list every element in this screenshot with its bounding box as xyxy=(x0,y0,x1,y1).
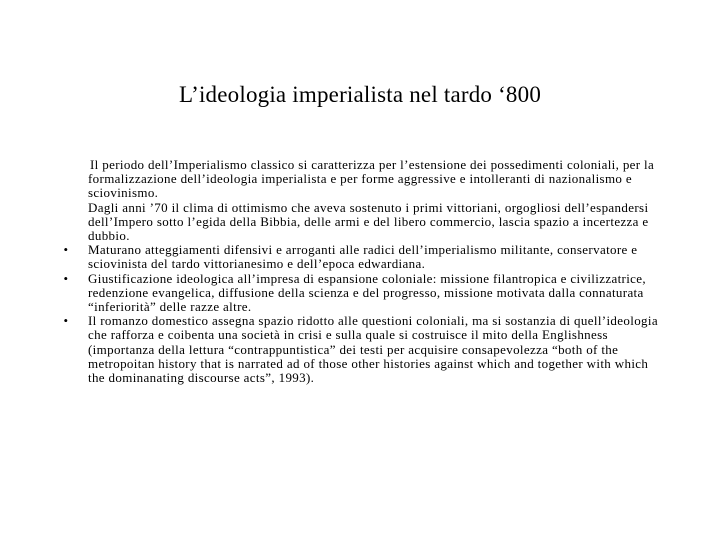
bullet-marker: • xyxy=(63,242,69,258)
paragraph-romanzo xyxy=(63,313,668,386)
paragraph-intro xyxy=(88,158,668,201)
paragraph-text: Giustificazione ideologica all’impresa di espansione coloniale: missione filantropica e civilizzatrice, redenzione evangelica, diffusione della scienza e del progresso, missione motivata dalla connaturata “inferiorità” delle razze altre. xyxy=(88,270,647,315)
paragraph-text: Il periodo dell’Imperialismo classico si caratterizza per l’estensione dei possedimenti coloniali, per la formalizzazione dell’ideologia imperialista e per forme aggressive e intolleranti di nazionalismo e sciovinismo. xyxy=(88,157,655,201)
paragraph-text: Dagli anni ’70 il clima di ottimismo che aveva sostenuto i primi vittoriani, orgogliosi dell’espandersi dell’Impero sotto l’egida della Bibbia, delle armi e del libero commercio, lascia spazio a incertezza e dubbio. xyxy=(88,199,649,244)
paragraph-giustificazione xyxy=(63,270,668,315)
bullet-marker: • xyxy=(63,270,69,286)
bullet-marker: • xyxy=(63,313,69,329)
paragraph-atteggiamenti xyxy=(63,242,668,272)
paragraph-text: Il romanzo domestico assegna spazio ridotto alle questioni coloniali, ma si sostanzia di quell’ideologia che rafforza e coibenta una società in crisi e sulla quale si costruisce il mito della Englishness (importanza della lettura “contrappuntistica” dei testi per acquisire consapevolezza “both of the metropoitan history that is narrated ad of those other histories against which and together with which the dominanating discourse acts”, 1993). xyxy=(88,313,658,386)
paragraph-text: Maturano atteggiamenti difensivi e arroganti alle radici dell’imperialismo militante, conservatore e sciovinista del tardo vittorianesimo e dell’epoca edwardiana. xyxy=(88,242,638,272)
paragraph-anni-70 xyxy=(88,201,668,244)
slide-body xyxy=(63,157,668,386)
slide-title: L’ideologia imperialista nel tardo ‘800 xyxy=(178,82,542,107)
